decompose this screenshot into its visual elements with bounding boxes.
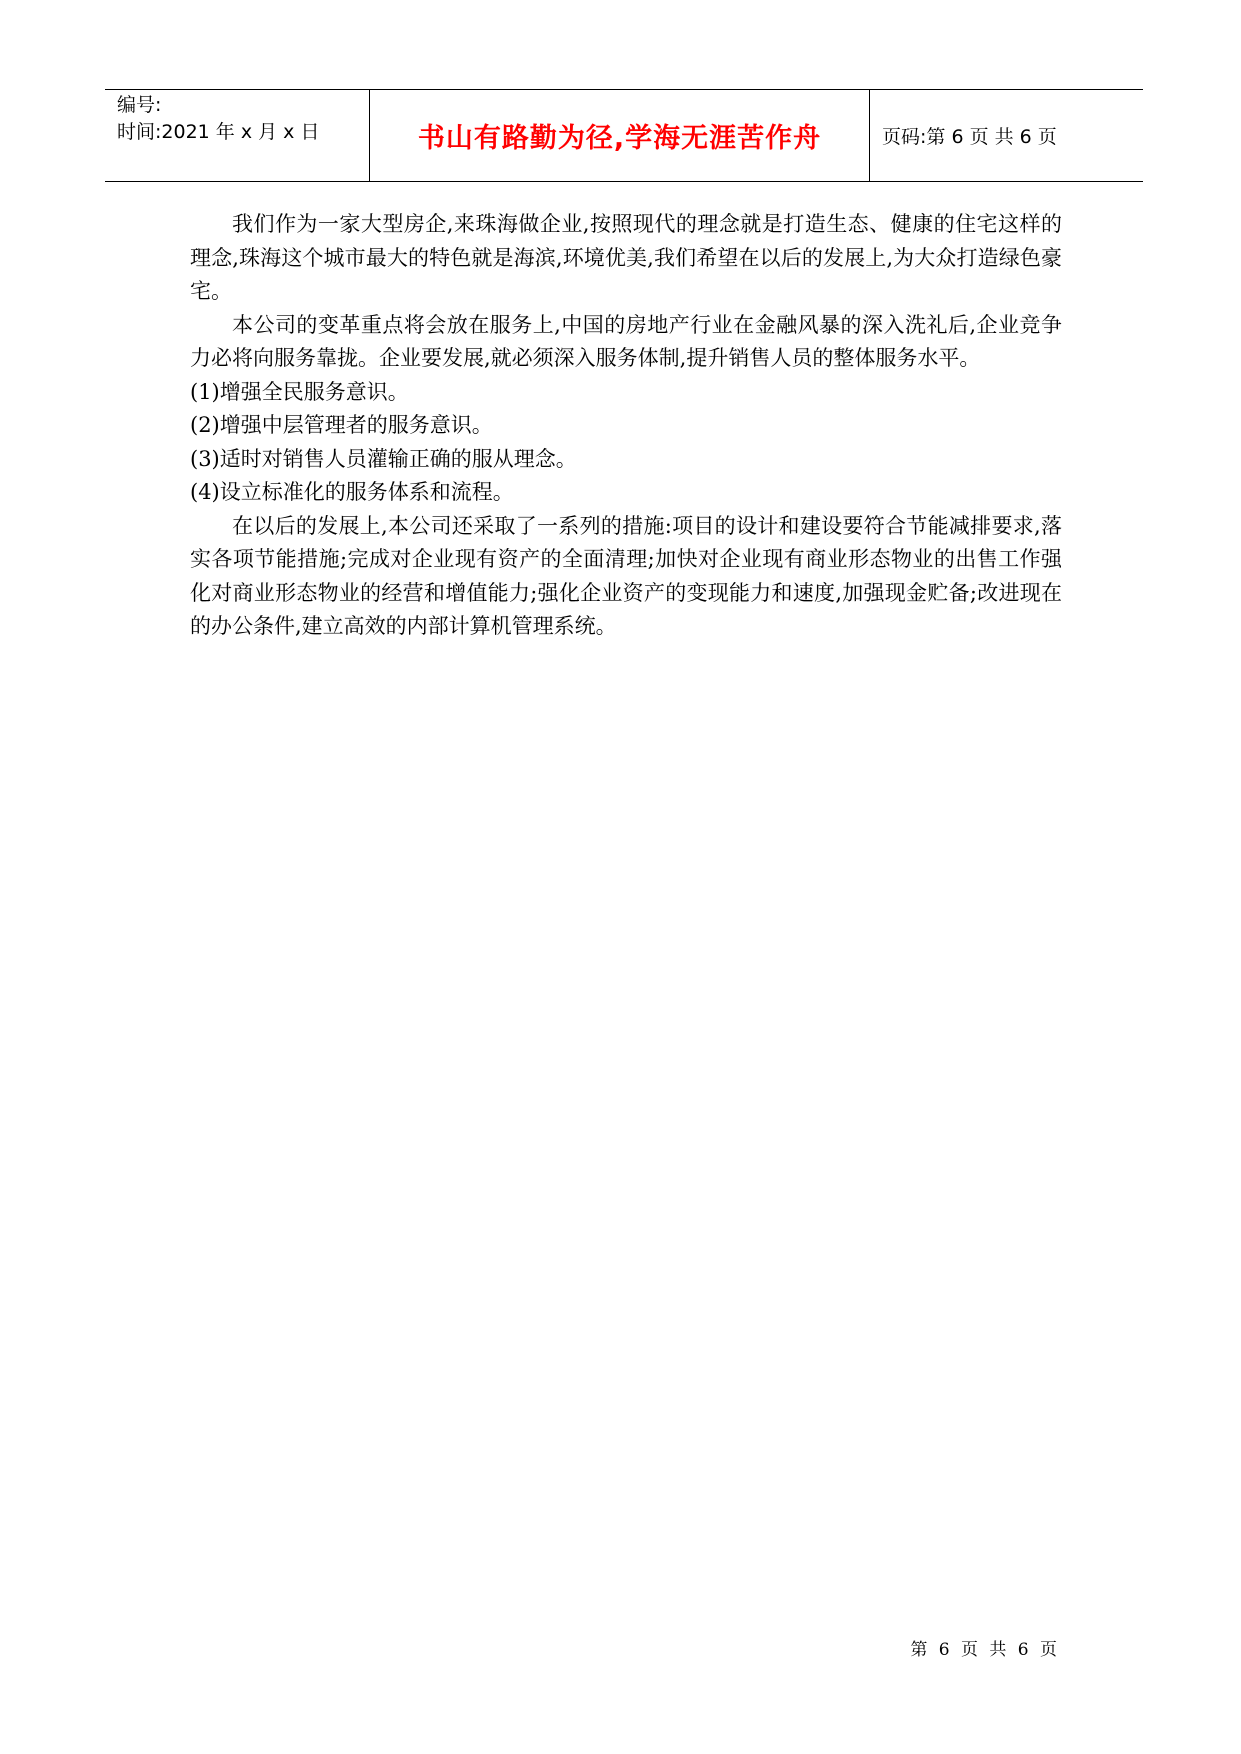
document-number-label: 编号:: [117, 94, 162, 116]
body-paragraph: 本公司的变革重点将会放在服务上,中国的房地产行业在金融风暴的深入洗礼后,企业竞争力必将向服务靠拢。企业要发展,就必须深入服务体制,提升销售人员的整体服务水平。: [190, 312, 1062, 370]
document-time-label: 时间:2021 年 x 月 x 日: [117, 121, 320, 143]
header-meta: [105, 90, 370, 181]
body-paragraph: 我们作为一家大型房企,来珠海做企业,按照现代的理念就是打造生态、健康的住宅这样的理念,珠海这个城市最大的特色就是海滨,环境优美,我们希望在以后的发展上,为大众打造绿色豪宅。: [190, 212, 1062, 303]
list-item: (2)增强中层管理者的服务意识。: [190, 413, 493, 437]
document-body: [190, 208, 1062, 644]
header-page-code-cell: [870, 90, 1143, 181]
list-item: (4)设立标准化的服务体系和流程。: [190, 480, 514, 504]
page-footer: [860, 1635, 1060, 1660]
list-item: (1)增强全民服务意识。: [190, 379, 409, 404]
document-header: [105, 89, 1143, 182]
header-motto-cell: [370, 90, 870, 181]
footer-page-number: 第 6 页 共 6 页: [910, 1640, 1060, 1660]
body-paragraph: 在以后的发展上,本公司还采取了一系列的措施:项目的设计和建设要符合节能减排要求,落实各项节能措施;完成对企业现有资产的全面清理;加快对企业现有商业形态物业的出售工作强化对商业形态物业的经营和增值能力;强化企业资产的变现能力和速度,加强现金贮备;改进现在的办公条件,建立高效的内部计算机管理系统。: [190, 513, 1062, 638]
header-motto: 书山有路勤为径,学海无涯苦作舟: [417, 123, 822, 154]
list-item: (3)适时对销售人员灌输正确的服从理念。: [190, 446, 577, 471]
header-page-code: 页码:第 6 页 共 6 页: [882, 126, 1057, 148]
